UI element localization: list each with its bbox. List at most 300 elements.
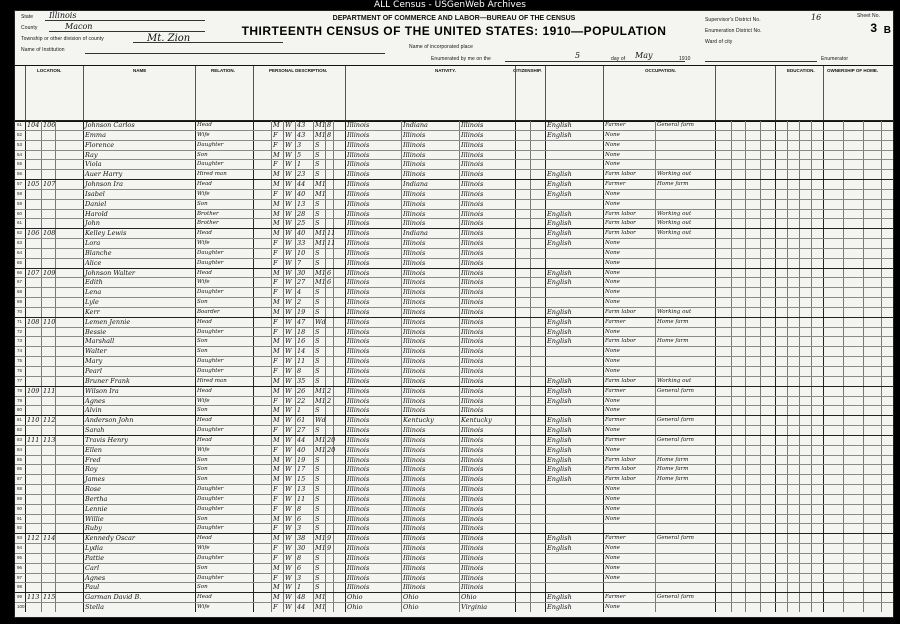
- mother-birthplace-cell: Illinois: [461, 445, 484, 454]
- mother-birthplace-cell: Illinois: [461, 258, 484, 267]
- relation-cell: Daughter: [197, 368, 224, 374]
- years-married-cell: 11: [327, 229, 336, 238]
- occupation-cell: Farm labor: [605, 476, 636, 483]
- sheet-header: [15, 11, 893, 65]
- race-cell: W: [285, 357, 292, 366]
- language-cell: English: [547, 593, 572, 602]
- line-number: 68: [17, 289, 23, 295]
- table-row: [15, 425, 893, 427]
- viewer-title-bar: ALL Census - USGenWeb Archives: [0, 0, 900, 10]
- relation-cell: Son: [197, 476, 208, 483]
- person-name-cell: Isabel: [85, 189, 105, 198]
- age-cell: 17: [297, 465, 306, 474]
- race-cell: W: [285, 544, 292, 553]
- marital-status-cell: S: [315, 298, 320, 307]
- age-cell: 44: [297, 603, 306, 612]
- year-label: 1910: [679, 56, 691, 62]
- relation-cell: Son: [197, 466, 208, 473]
- sex-cell: F: [273, 317, 278, 326]
- race-cell: W: [285, 288, 292, 297]
- years-married-cell: 9: [327, 544, 332, 553]
- marital-status-cell: M1: [315, 534, 326, 543]
- birthplace-cell: Illinois: [347, 475, 370, 484]
- birthplace-cell: Illinois: [347, 416, 370, 425]
- department-heading: DEPARTMENT OF COMMERCE AND LABOR—BUREAU OF THE CENSUS: [332, 15, 576, 22]
- sex-cell: M: [273, 209, 280, 218]
- line-number: 83: [17, 436, 23, 442]
- language-cell: English: [547, 416, 572, 425]
- dwelling-number-cell: 109: [27, 386, 40, 395]
- person-name-cell: Ellen: [85, 445, 102, 454]
- age-cell: 28: [297, 209, 306, 218]
- line-number: 73: [17, 338, 23, 344]
- relation-cell: Wife: [197, 240, 210, 247]
- marital-status-cell: S: [315, 258, 320, 267]
- race-cell: W: [285, 367, 292, 375]
- sex-cell: M: [273, 475, 280, 484]
- mother-birthplace-cell: Illinois: [461, 465, 484, 474]
- race-cell: W: [285, 248, 292, 257]
- birthplace-cell: Ohio: [347, 593, 363, 602]
- mother-birthplace-cell: Illinois: [461, 140, 484, 149]
- relation-cell: Wife: [197, 279, 210, 286]
- father-birthplace-cell: Illinois: [403, 435, 426, 444]
- relation-cell: Daughter: [197, 289, 224, 296]
- language-cell: English: [547, 170, 572, 179]
- industry-cell: General farm: [657, 417, 695, 424]
- line-number: 69: [17, 299, 23, 305]
- industry-cell: General farm: [657, 122, 695, 128]
- mother-birthplace-cell: Illinois: [461, 475, 484, 484]
- race-cell: W: [285, 514, 292, 523]
- person-name-cell: Auer Harry: [85, 170, 123, 179]
- line-number: 58: [17, 190, 23, 196]
- mother-birthplace-cell: Illinois: [461, 327, 484, 336]
- age-cell: 1: [297, 160, 302, 169]
- sheet-number: 3: [870, 21, 877, 35]
- table-row: [15, 336, 893, 338]
- industry-cell: Working out: [657, 171, 692, 178]
- occupation-cell: None: [605, 554, 620, 561]
- relation-cell: Daughter: [197, 328, 224, 335]
- marital-status-cell: M1: [315, 396, 326, 405]
- table-row: [15, 484, 893, 486]
- age-cell: 43: [297, 121, 306, 129]
- birthplace-cell: Illinois: [347, 219, 370, 228]
- table-row: [15, 218, 893, 220]
- father-birthplace-cell: Illinois: [403, 367, 426, 375]
- birthplace-cell: Illinois: [347, 396, 370, 405]
- marital-status-cell: Wd: [315, 317, 326, 326]
- line-number: 62: [17, 230, 23, 236]
- supervisor-label: Supervisor's District No.: [705, 17, 761, 23]
- birthplace-cell: Illinois: [347, 130, 370, 139]
- race-cell: W: [285, 386, 292, 395]
- mother-birthplace-cell: Illinois: [461, 219, 484, 228]
- sheet-half: B: [883, 25, 891, 36]
- language-cell: English: [547, 278, 572, 287]
- occupation-cell: Farmer: [605, 436, 626, 443]
- years-married-cell: 8: [327, 130, 332, 139]
- occupation-cell: None: [605, 348, 620, 355]
- race-cell: W: [285, 189, 292, 198]
- age-cell: 30: [297, 268, 306, 277]
- person-name-cell: Anderson John: [85, 416, 134, 425]
- occupation-cell: None: [605, 545, 620, 552]
- relation-cell: Head: [197, 436, 212, 443]
- age-cell: 8: [297, 504, 302, 513]
- mother-birthplace-cell: Illinois: [461, 248, 484, 257]
- age-cell: 23: [297, 170, 306, 179]
- language-cell: English: [547, 229, 572, 238]
- marital-status-cell: S: [315, 347, 320, 356]
- race-cell: W: [285, 327, 292, 336]
- line-number: 84: [17, 446, 23, 452]
- race-cell: W: [285, 406, 292, 415]
- table-row: [15, 602, 893, 604]
- person-name-cell: Kelley Lewis: [85, 229, 127, 238]
- section-personal: PERSONAL DESCRIPTION.: [269, 68, 328, 73]
- occupation-cell: None: [605, 299, 620, 306]
- dwelling-number-cell: 108: [27, 317, 40, 326]
- marital-status-cell: S: [315, 367, 320, 375]
- occupation-cell: None: [605, 151, 620, 158]
- sex-cell: M: [273, 298, 280, 307]
- line-number: 85: [17, 456, 23, 462]
- occupation-cell: None: [605, 279, 620, 286]
- mother-birthplace-cell: Illinois: [461, 534, 484, 543]
- father-birthplace-cell: Illinois: [403, 553, 426, 562]
- person-name-cell: Lemen Jennie: [85, 317, 131, 326]
- line-number: 55: [17, 161, 23, 167]
- relation-cell: Head: [197, 535, 212, 542]
- mother-birthplace-cell: Illinois: [461, 376, 484, 385]
- sex-cell: M: [273, 180, 280, 189]
- marital-status-cell: S: [315, 524, 320, 533]
- race-cell: W: [285, 435, 292, 444]
- line-number: 65: [17, 259, 23, 265]
- birthplace-cell: Illinois: [347, 307, 370, 316]
- table-row: [15, 120, 893, 122]
- birthplace-cell: Illinois: [347, 337, 370, 346]
- race-cell: W: [285, 563, 292, 572]
- county-label: County: [21, 25, 38, 31]
- years-married-cell: 20: [327, 435, 336, 444]
- family-number-cell: 108: [43, 229, 56, 238]
- years-married-cell: 8: [327, 121, 332, 129]
- family-number-cell: 115: [43, 593, 56, 602]
- marital-status-cell: S: [315, 465, 320, 474]
- birthplace-cell: Ohio: [347, 603, 363, 612]
- relation-cell: Daughter: [197, 141, 224, 148]
- age-cell: 11: [297, 357, 306, 366]
- race-cell: W: [285, 307, 292, 316]
- person-name-cell: Kerr: [85, 307, 100, 316]
- mother-birthplace-cell: Virginia: [461, 603, 488, 612]
- birthplace-cell: Illinois: [347, 563, 370, 572]
- occupation-cell: None: [605, 564, 620, 571]
- father-birthplace-cell: Illinois: [403, 258, 426, 267]
- sex-cell: M: [273, 406, 280, 415]
- occupation-cell: None: [605, 141, 620, 148]
- relation-cell: Wife: [197, 545, 210, 552]
- person-name-cell: Garman David B.: [85, 593, 142, 602]
- age-cell: 35: [297, 376, 306, 385]
- sex-cell: F: [273, 485, 278, 494]
- father-birthplace-cell: Illinois: [403, 494, 426, 503]
- race-cell: W: [285, 583, 292, 592]
- race-cell: W: [285, 347, 292, 356]
- relation-cell: Son: [197, 348, 208, 355]
- mother-birthplace-cell: Illinois: [461, 199, 484, 208]
- industry-cell: General farm: [657, 594, 695, 601]
- column-headers: [15, 65, 893, 122]
- mother-birthplace-cell: Illinois: [461, 504, 484, 513]
- marital-status-cell: M1: [315, 544, 326, 553]
- person-name-cell: Sarah: [85, 426, 105, 435]
- occupation-cell: Farm labor: [605, 338, 636, 345]
- table-row: [15, 553, 893, 555]
- table-row: [15, 159, 893, 161]
- industry-cell: General farm: [657, 387, 695, 394]
- mother-birthplace-cell: Illinois: [461, 278, 484, 287]
- marital-status-cell: S: [315, 307, 320, 316]
- race-cell: W: [285, 396, 292, 405]
- person-name-cell: John: [85, 219, 100, 228]
- person-name-cell: Ray: [85, 150, 98, 159]
- mother-birthplace-cell: Kentucky: [461, 416, 492, 425]
- marital-status-cell: M1: [315, 239, 326, 248]
- years-married-cell: 2: [327, 386, 332, 395]
- table-row: [15, 199, 893, 201]
- occupation-cell: None: [605, 328, 620, 335]
- marital-status-cell: S: [315, 563, 320, 572]
- table-row: [15, 543, 893, 545]
- mother-birthplace-cell: Illinois: [461, 229, 484, 238]
- marital-status-cell: S: [315, 140, 320, 149]
- person-name-cell: Roy: [85, 465, 98, 474]
- person-name-cell: Lydia: [85, 544, 103, 553]
- table-row: [15, 523, 893, 525]
- language-cell: English: [547, 121, 572, 129]
- father-birthplace-cell: Indiana: [403, 180, 428, 189]
- person-name-cell: James: [85, 475, 105, 484]
- mother-birthplace-cell: Illinois: [461, 524, 484, 533]
- mother-birthplace-cell: Illinois: [461, 121, 484, 129]
- mother-birthplace-cell: Illinois: [461, 130, 484, 139]
- mother-birthplace-cell: Illinois: [461, 544, 484, 553]
- sex-cell: M: [273, 268, 280, 277]
- age-cell: 43: [297, 130, 306, 139]
- marital-status-cell: S: [315, 376, 320, 385]
- line-number: 52: [17, 131, 23, 137]
- mother-birthplace-cell: Illinois: [461, 386, 484, 395]
- person-name-cell: Pattie: [85, 553, 105, 562]
- table-row: [15, 297, 893, 299]
- occupation-cell: Farmer: [605, 594, 626, 601]
- birthplace-cell: Illinois: [347, 455, 370, 464]
- birthplace-cell: Illinois: [347, 514, 370, 523]
- birthplace-cell: Illinois: [347, 504, 370, 513]
- occupation-cell: Farm labor: [605, 230, 636, 237]
- sex-cell: F: [273, 544, 278, 553]
- relation-cell: Son: [197, 338, 208, 345]
- sex-cell: M: [273, 307, 280, 316]
- occupation-cell: None: [605, 407, 620, 414]
- birthplace-cell: Illinois: [347, 376, 370, 385]
- person-name-cell: Viola: [85, 160, 102, 169]
- father-birthplace-cell: Illinois: [403, 573, 426, 582]
- table-row: [15, 130, 893, 132]
- years-married-cell: 6: [327, 278, 332, 287]
- birthplace-cell: Illinois: [347, 583, 370, 592]
- person-name-cell: Agnes: [85, 396, 106, 405]
- age-cell: 6: [297, 563, 302, 572]
- sex-cell: F: [273, 494, 278, 503]
- table-row: [15, 238, 893, 240]
- mother-birthplace-cell: Illinois: [461, 307, 484, 316]
- person-name-cell: Carl: [85, 563, 100, 572]
- age-cell: 40: [297, 189, 306, 198]
- birthplace-cell: Illinois: [347, 347, 370, 356]
- marital-status-cell: S: [315, 209, 320, 218]
- mother-birthplace-cell: Illinois: [461, 170, 484, 179]
- person-name-cell: Blanche: [85, 248, 112, 257]
- mother-birthplace-cell: Illinois: [461, 160, 484, 169]
- sex-cell: M: [273, 455, 280, 464]
- birthplace-cell: Illinois: [347, 189, 370, 198]
- occupation-cell: None: [605, 427, 620, 434]
- years-married-cell: 20: [327, 445, 336, 454]
- father-birthplace-cell: Illinois: [403, 160, 426, 169]
- sex-cell: F: [273, 524, 278, 533]
- language-cell: English: [547, 268, 572, 277]
- sex-cell: F: [273, 553, 278, 562]
- enumerated-day: 5: [575, 51, 581, 60]
- sex-cell: M: [273, 121, 280, 129]
- table-row: [15, 317, 893, 319]
- page-title: THIRTEENTH CENSUS OF THE UNITED STATES: 1910—POPULATION: [241, 24, 667, 38]
- person-name-cell: Walter: [85, 347, 107, 356]
- father-birthplace-cell: Ohio: [403, 603, 419, 612]
- industry-cell: Home farm: [657, 181, 689, 188]
- relation-cell: Head: [197, 318, 212, 325]
- birthplace-cell: Illinois: [347, 524, 370, 533]
- state-label: State: [21, 14, 34, 20]
- person-name-cell: Paul: [85, 583, 100, 592]
- language-cell: English: [547, 317, 572, 326]
- birthplace-cell: Illinois: [347, 288, 370, 297]
- age-cell: 33: [297, 239, 306, 248]
- occupation-cell: Farmer: [605, 318, 626, 325]
- mother-birthplace-cell: Illinois: [461, 455, 484, 464]
- table-row: [15, 514, 893, 516]
- marital-status-cell: M1: [315, 189, 326, 198]
- occupation-cell: None: [605, 574, 620, 581]
- birthplace-cell: Illinois: [347, 426, 370, 435]
- sex-cell: M: [273, 593, 280, 602]
- birthplace-cell: Illinois: [347, 229, 370, 238]
- sex-cell: F: [273, 248, 278, 257]
- person-name-cell: Alice: [85, 258, 102, 267]
- dwelling-number-cell: 111: [27, 435, 40, 444]
- marital-status-cell: S: [315, 199, 320, 208]
- sex-cell: M: [273, 416, 280, 425]
- marital-status-cell: S: [315, 160, 320, 169]
- occupation-cell: Farm labor: [605, 210, 636, 217]
- sex-cell: M: [273, 150, 280, 159]
- line-number: 75: [17, 358, 23, 364]
- marital-status-cell: S: [315, 514, 320, 523]
- industry-cell: Home farm: [657, 466, 689, 473]
- father-birthplace-cell: Illinois: [403, 209, 426, 218]
- mother-birthplace-cell: Illinois: [461, 583, 484, 592]
- race-cell: W: [285, 209, 292, 218]
- mother-birthplace-cell: Illinois: [461, 573, 484, 582]
- line-number: 81: [17, 417, 23, 423]
- relation-cell: Wife: [197, 397, 210, 404]
- person-name-cell: Kennedy Oscar: [85, 534, 135, 543]
- years-married-cell: 6: [327, 268, 332, 277]
- line-number: 57: [17, 181, 23, 187]
- language-cell: English: [547, 435, 572, 444]
- industry-cell: Working out: [657, 230, 692, 237]
- occupation-cell: None: [605, 131, 620, 138]
- sex-cell: F: [273, 288, 278, 297]
- line-number: 96: [17, 564, 23, 570]
- township-value: Mt. Zion: [147, 33, 191, 44]
- sex-cell: M: [273, 465, 280, 474]
- father-birthplace-cell: Illinois: [403, 239, 426, 248]
- race-cell: W: [285, 229, 292, 238]
- years-married-cell: 11: [327, 239, 336, 248]
- table-row: [15, 464, 893, 466]
- township-label: Township or other division of county: [21, 36, 104, 42]
- sex-cell: M: [273, 337, 280, 346]
- occupation-cell: None: [605, 486, 620, 493]
- marital-status-cell: S: [315, 170, 320, 179]
- section-occupation: OCCUPATION.: [645, 68, 676, 73]
- mother-birthplace-cell: Illinois: [461, 268, 484, 277]
- race-cell: W: [285, 426, 292, 435]
- age-cell: 16: [297, 337, 306, 346]
- occupation-cell: None: [605, 161, 620, 168]
- person-name-cell: Pearl: [85, 367, 102, 375]
- month-value: May: [635, 51, 653, 60]
- marital-status-cell: M1: [315, 603, 326, 612]
- line-number: 90: [17, 505, 23, 511]
- mother-birthplace-cell: Illinois: [461, 485, 484, 494]
- father-birthplace-cell: Illinois: [403, 140, 426, 149]
- industry-cell: Home farm: [657, 476, 689, 483]
- birthplace-cell: Illinois: [347, 140, 370, 149]
- race-cell: W: [285, 199, 292, 208]
- industry-cell: Working out: [657, 377, 692, 384]
- family-number-cell: 107: [43, 180, 56, 189]
- table-row: [15, 435, 893, 437]
- age-cell: 6: [297, 514, 302, 523]
- birthplace-cell: Illinois: [347, 357, 370, 366]
- relation-cell: Head: [197, 269, 212, 276]
- birthplace-cell: Illinois: [347, 573, 370, 582]
- relation-cell: Brother: [197, 210, 219, 217]
- birthplace-cell: Illinois: [347, 160, 370, 169]
- day-label: day of: [611, 56, 626, 62]
- age-cell: 15: [297, 475, 306, 484]
- relation-cell: Son: [197, 407, 208, 414]
- table-row: [15, 563, 893, 565]
- birthplace-cell: Illinois: [347, 534, 370, 543]
